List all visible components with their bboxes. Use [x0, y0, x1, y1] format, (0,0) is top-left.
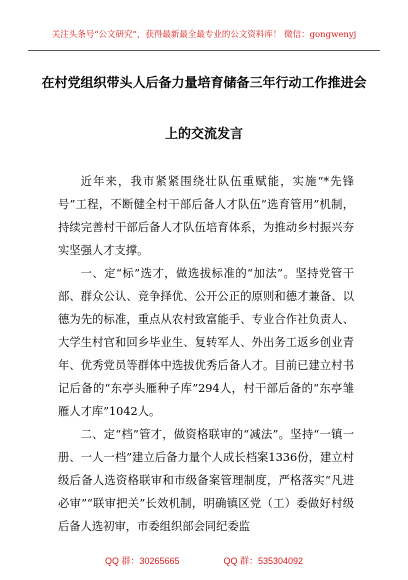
page-header: [28, 0, 380, 51]
header-promo-text: 关注头条号“公文研究”，获得最新最全最专业的公文资料库！ 微信：gongwenyj: [51, 30, 357, 40]
footer-qq-group-2: QQ 群：535304092: [223, 556, 304, 566]
paragraph-intro: 近年来，我市紧紧围绕壮队伍重赋能，实施“*先锋号”工程，不断健全村干部后备人才队伍“选育管用”机制，持续完善村干部后备人才队伍培育体系，为推动乡村振兴夯实坚强人才支撑。: [58, 175, 354, 257]
footer-qq-group-1: QQ 群：30265665: [104, 556, 180, 566]
document-title-line-2: 上的交流发言: [164, 127, 243, 142]
document-body: [58, 170, 354, 538]
paragraph-section-1: 一、定“标”选才，做选拔标准的“加法”。坚持党管干部、群众公认、竞争择优、公开公正的原则和德才兼备、以德为先的标准，重点从农村致富能手、专业合作社负责人、大学生村官和回乡毕业生、复转军人、外出务工返乡创业青年、优秀党员等群体中选拔优秀后备人才。目前已建立村书记后备的“东亭头雁种子库”294人，村干部后备的“东亭雏雁人才库”1042人。: [58, 267, 354, 418]
paragraph-section-2: 二、定“档”管才，做资格联审的“减法”。坚持“一镇一册、一人一档”建立后备力量个人成长档案1336份，建立村级后备人选资格联审和市级备案管理制度，严格落实“凡进必审”“联审把关”长效机制，明确镇区党（工）委做好村级后备人选初审，市委组织部会同纪委监: [58, 428, 354, 533]
document-title-line-1: 在村党组织带头人后备力量培育储备三年行动工作推进会: [41, 76, 367, 91]
page-footer: [0, 554, 408, 567]
